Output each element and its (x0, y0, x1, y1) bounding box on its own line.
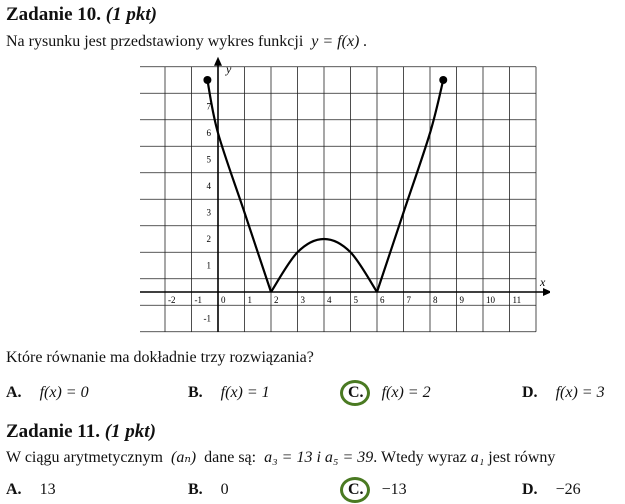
answer-letter: A. (6, 481, 22, 498)
task11-term: a₁ (470, 449, 485, 466)
task10-answer-c[interactable] (348, 384, 431, 402)
x-tick-label: 11 (512, 295, 522, 305)
task10-heading (6, 4, 157, 26)
task10-points: (1 pkt) (105, 4, 157, 25)
task11-answer-a[interactable] (6, 481, 56, 499)
task11-answer-c[interactable] (348, 481, 407, 499)
task11-text-c: . Wtedy wyraz (373, 449, 467, 466)
answer-value: f(x) = 0 (39, 384, 89, 401)
function-graph (140, 52, 550, 342)
x-axis-arrow (543, 288, 550, 296)
y-tick-label: 3 (206, 207, 211, 218)
answer-value: f(x) = 2 (381, 384, 431, 401)
x-tick-label: 3 (300, 295, 305, 305)
graph-tick-labels (168, 62, 546, 324)
task10-function: y = f(x) . (311, 33, 368, 50)
task11-heading (6, 421, 156, 443)
x-tick-label: 2 (274, 295, 279, 305)
y-tick-label: 5 (206, 154, 211, 165)
answer-value: f(x) = 1 (220, 384, 270, 401)
answer-value: −26 (555, 481, 581, 498)
graph-curve (203, 76, 447, 292)
endpoint-dot (439, 76, 447, 84)
endpoint-dot (203, 76, 211, 84)
task11-title: Zadanie 11. (6, 421, 100, 442)
y-axis-label: y (226, 61, 232, 76)
answer-letter: B. (188, 384, 203, 401)
x-tick-label: 9 (459, 295, 464, 305)
function-curve-segment (207, 80, 271, 292)
x-tick-label: 6 (380, 295, 385, 305)
task10-answer-a[interactable] (6, 384, 89, 402)
answer-letter: A. (6, 384, 22, 401)
graph-axes (140, 57, 550, 332)
y-tick-label: 6 (206, 128, 211, 138)
y-axis-arrow (214, 57, 222, 66)
answer-letter: B. (188, 481, 203, 498)
answer-letter: C. (348, 384, 364, 401)
x-tick-label: 4 (327, 295, 332, 305)
y-tick-label: 1 (206, 260, 211, 271)
y-tick-label: 7 (206, 101, 211, 112)
task11-points: (1 pkt) (104, 421, 156, 442)
answer-value: f(x) = 3 (555, 384, 605, 401)
answer-letter: D. (522, 384, 538, 401)
task11-answer-b[interactable] (188, 481, 229, 499)
task10-title: Zadanie 10. (6, 4, 102, 25)
task10-question: Które równanie ma dokładnie trzy rozwiązania? (6, 349, 314, 366)
x-tick-label: 1 (247, 295, 252, 305)
task11-text-d: jest równy (488, 449, 556, 466)
y-tick-label: 2 (206, 234, 211, 244)
answer-value: −13 (381, 481, 407, 498)
function-curve-segment (377, 80, 443, 292)
task11-text-a: W ciągu arytmetycznym (6, 449, 163, 466)
answer-letter: D. (522, 481, 538, 498)
x-axis-label: x (540, 275, 546, 289)
task10-intro (6, 33, 367, 51)
task11-text-b: dane są: (204, 449, 257, 466)
answer-value: 0 (220, 481, 229, 498)
x-tick-label: 8 (433, 295, 438, 305)
x-tick-label: 7 (406, 295, 411, 305)
task11-answer-d[interactable] (522, 481, 581, 499)
task11-condition: a₃ = 13 i a₅ = 39 (264, 449, 374, 466)
x-tick-label: 10 (486, 295, 495, 305)
answer-value: 13 (39, 481, 56, 498)
answer-letter: C. (348, 481, 364, 498)
task10-answer-b[interactable] (188, 384, 270, 402)
x-tick-label: -1 (194, 295, 202, 305)
x-tick-label: -2 (168, 295, 176, 305)
x-tick-label: 5 (353, 295, 358, 305)
x-tick-label: 0 (221, 295, 226, 305)
y-tick-label: 4 (206, 181, 211, 191)
y-tick-label: -1 (203, 313, 211, 324)
task10-text: Na rysunku jest przedstawiony wykres funkcji (6, 33, 304, 50)
task10-answer-d[interactable] (522, 384, 605, 402)
task11-statement (6, 447, 555, 467)
task11-sequence: (aₙ) (170, 449, 197, 466)
